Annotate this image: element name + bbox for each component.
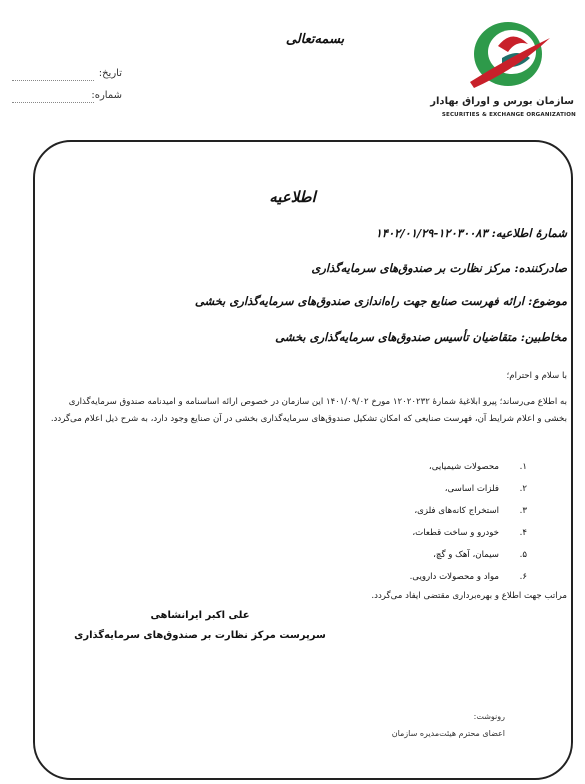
list-item (227, 572, 527, 582)
notice-audience: مخاطبین: متقاضیان تأسیس صندوق‌های سرمایه‌گذاری بخشی (275, 330, 567, 344)
list-item-text: خودرو و ساخت قطعات، (412, 528, 499, 538)
list-item-number: ۶. (519, 572, 527, 582)
organization-logo (430, 18, 580, 122)
cc-label: رونوشت: (473, 712, 505, 721)
list-item (227, 550, 527, 560)
body-paragraph: به اطلاع می‌رساند؛ پیرو ابلاغیۀ شمارۀ ۱۲۰۲۰۲۳۲ مورخ ۱۴۰۱/۰۹/۰۲ این سازمان در خصوص ارائه اساسنامه و امیدنامه صندوق سرمایه‌گذاری بخشی و اعلام شرایط آن، فهرست صنایعی که امکان تشکیل صندوق‌های سرمایه‌گذاری بخشی در آن صنایع وجود دارد، به شرح ذیل اعلام می‌گردد. (50, 397, 567, 424)
number-label: شماره: (91, 90, 122, 101)
list-item-text: فلزات اساسی، (444, 484, 499, 494)
signatory-name: علی اکبر ایرانشاهی (150, 610, 250, 621)
list-item (227, 484, 527, 494)
number-field (12, 90, 122, 106)
list-item-text: محصولات شیمیایی، (428, 462, 499, 472)
cc-recipient: اعضای محترم هیئت‌مدیره سازمان (391, 729, 505, 738)
list-item-text: سیمان، آهک و گچ، (433, 550, 499, 560)
list-item-number: ۳. (519, 506, 527, 516)
notice-title: اطلاعیه (269, 188, 316, 206)
bismillah-heading: بسمه‌تعالی (285, 32, 345, 47)
list-item (227, 528, 527, 538)
list-item-text: استخراج کانه‌های فلزی، (414, 506, 499, 516)
closing-line: مراتب جهت اطلاع و بهره‌برداری مقتضی ایفاد می‌گردد. (371, 591, 567, 601)
list-item (227, 506, 527, 516)
list-item (227, 462, 527, 472)
date-dotted-line (12, 80, 94, 81)
org-name-en: SECURITIES & EXCHANGE ORGANIZATION (441, 112, 576, 118)
list-item-text: مواد و محصولات دارویی. (409, 572, 499, 582)
number-dotted-line (12, 102, 94, 103)
list-item-number: ۱. (519, 462, 527, 472)
notice-number: شمارۀ اطلاعیه: ۱۲۰۳۰۰۸۳-۱۴۰۲/۰۱/۲۹ (375, 226, 567, 240)
seo-emblem-icon (468, 18, 552, 94)
org-name-fa: سازمان بورس و اوراق بهادار (430, 96, 574, 107)
notice-subject: موضوع: ارائه فهرست صنایع جهت راه‌اندازی صندوق‌های سرمایه‌گذاری بخشی (194, 294, 567, 308)
signatory-title: سرپرست مرکز نظارت بر صندوق‌های سرمایه‌گذاری (74, 630, 326, 641)
list-item-number: ۴. (519, 528, 527, 538)
greeting: با سلام و احترام؛ (506, 371, 567, 381)
date-label: تاریخ: (98, 68, 122, 79)
notice-issuer: صادرکننده: مرکز نظارت بر صندوق‌های سرمایه‌گذاری (311, 261, 567, 275)
list-item-number: ۲. (519, 484, 527, 494)
date-field (12, 68, 122, 84)
list-item-number: ۵. (519, 550, 527, 560)
